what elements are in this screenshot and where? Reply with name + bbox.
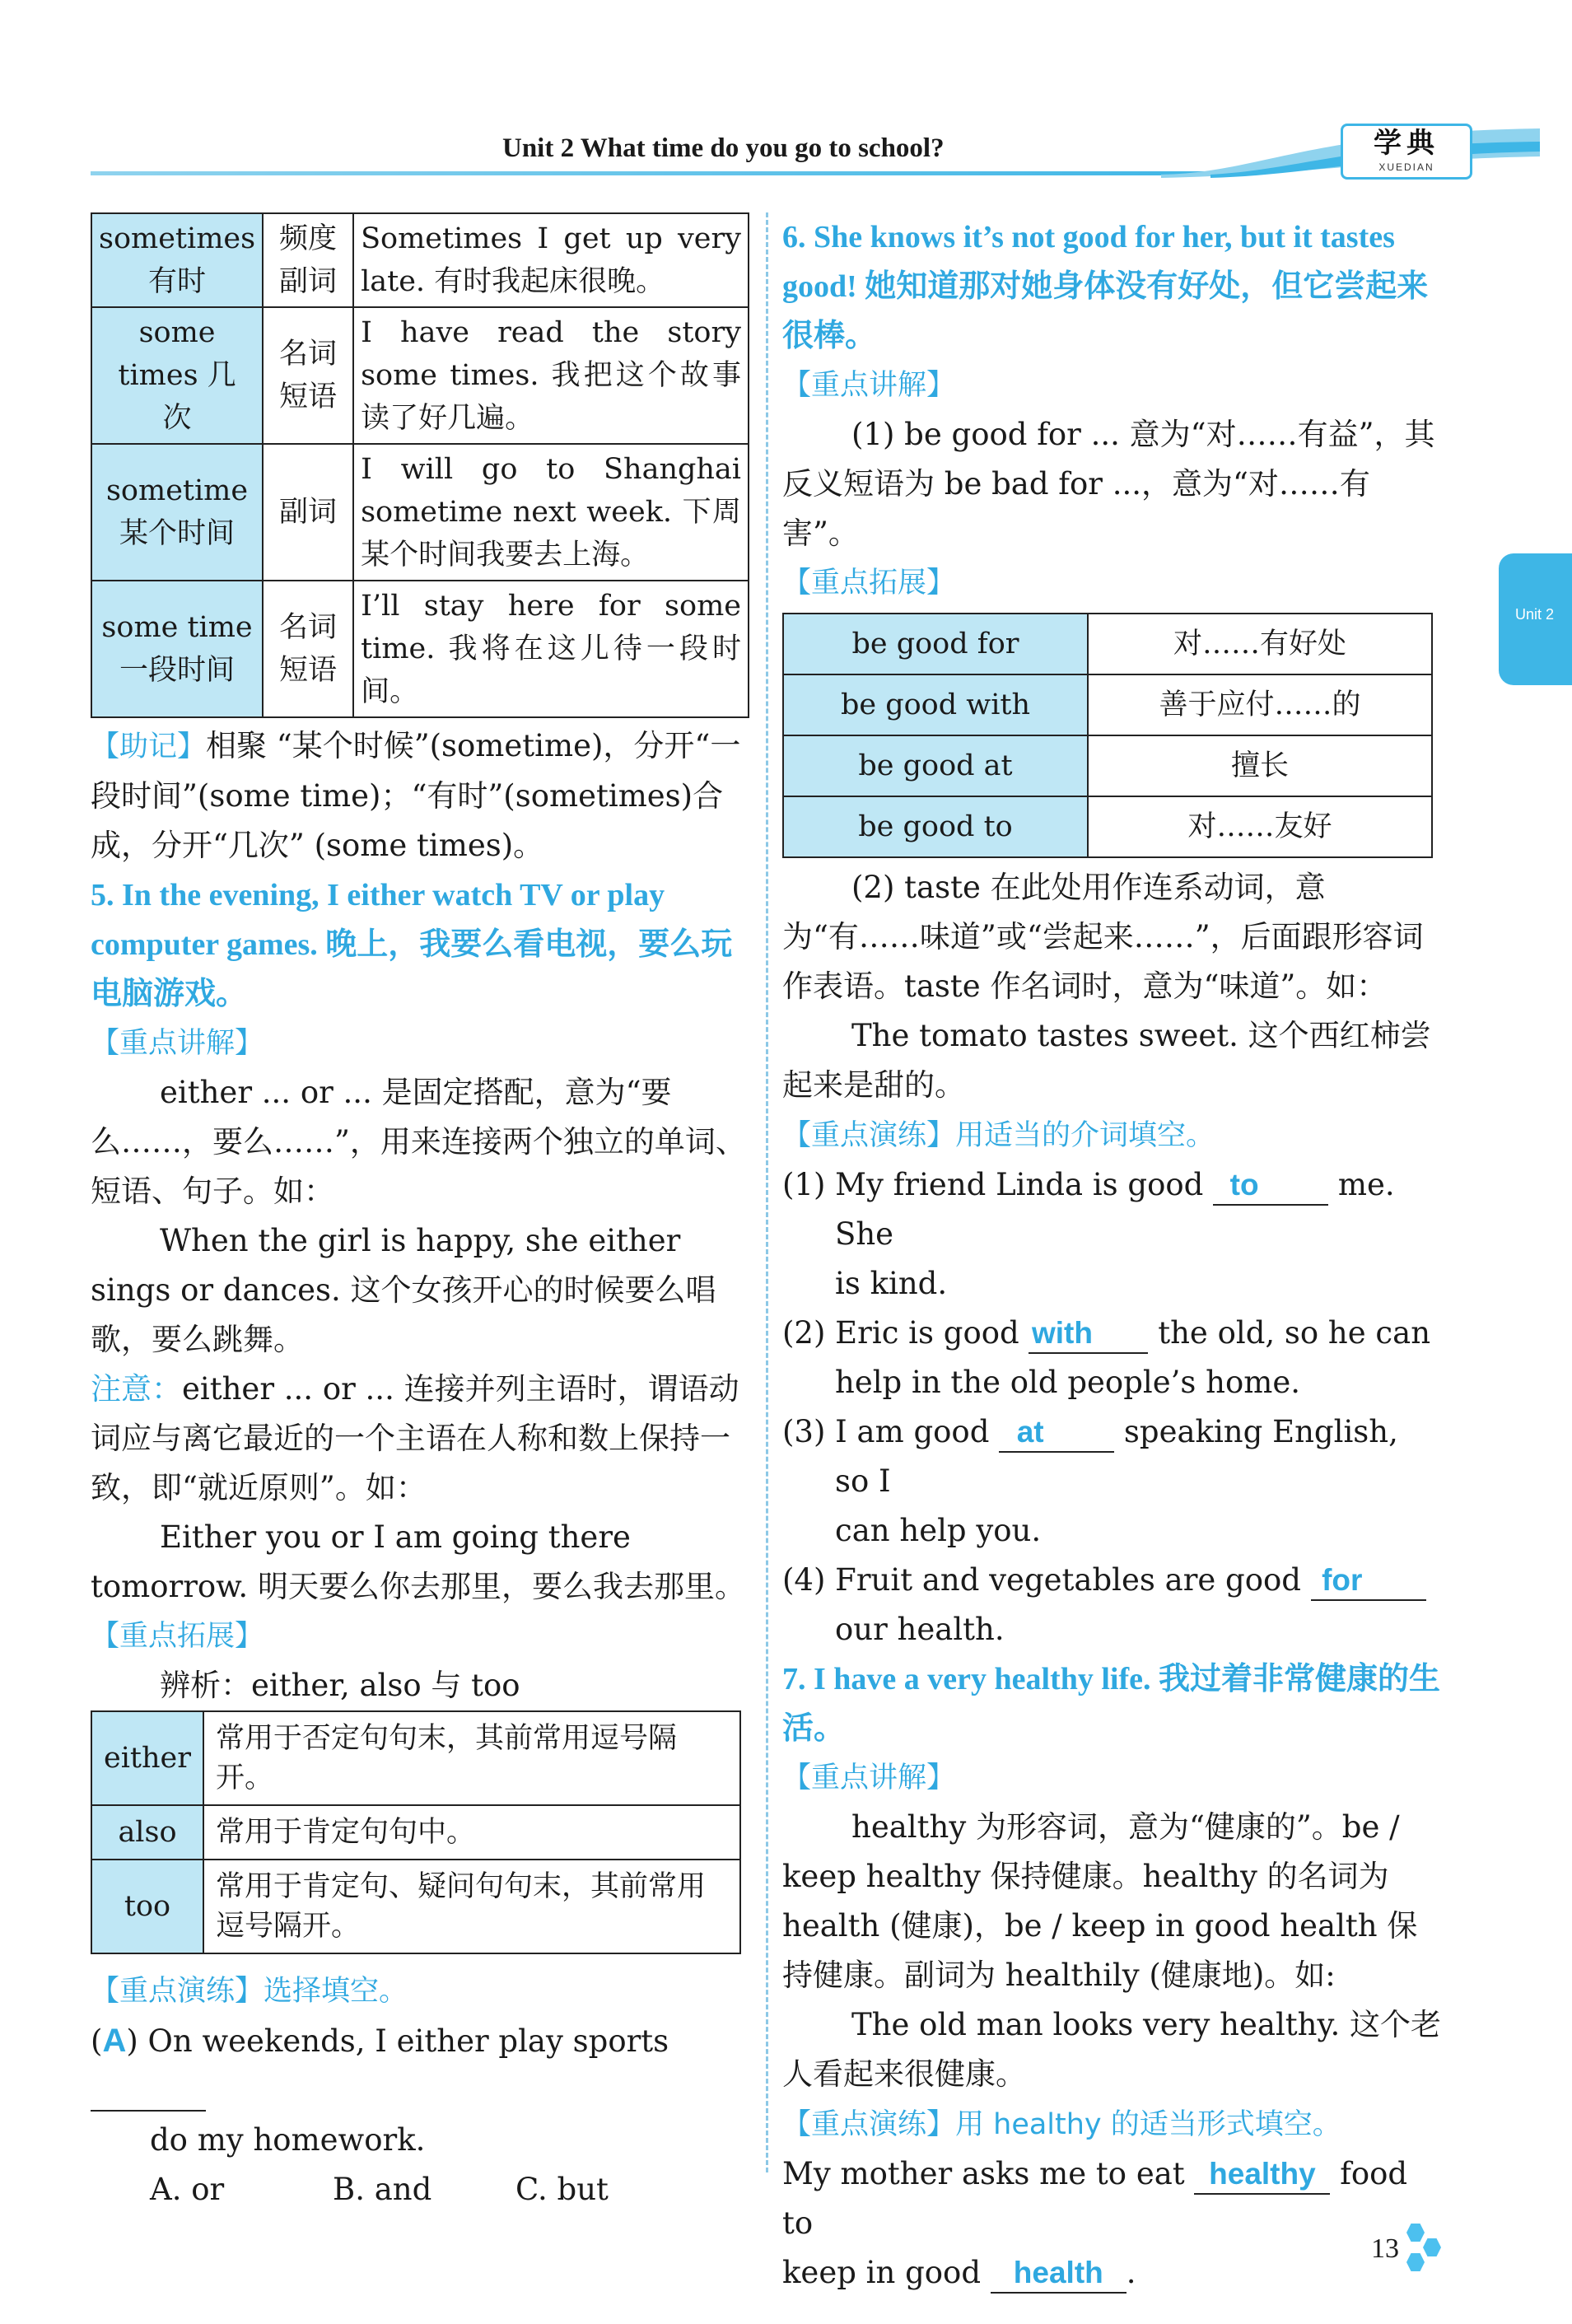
logo-chinese: 学典 <box>1374 127 1439 160</box>
meaning-cell: 对……友好 <box>1088 796 1432 857</box>
table-row <box>91 1805 740 1860</box>
memo-paragraph <box>91 721 749 870</box>
drill-tag: 【重点演练】 <box>782 2108 956 2141</box>
drill-heading <box>91 1966 749 2016</box>
desc-cell: 常用于否定句句末，其前常用逗号隔开。 <box>203 1711 740 1805</box>
word-cell: sometime 某个时间 <box>91 444 263 581</box>
choice-question: (A) On weekends, I either play sports <box>91 2016 749 2116</box>
table-row <box>91 581 749 717</box>
answer-blank[interactable]: with <box>1029 1314 1148 1354</box>
section-7-explain: healthy 为形容词，意为“健康的”。be / keep healthy 保持健康。healthy 的名词为 health (健康)，be / keep in good health 保持健康。副词为 healthily (健康地)。如: <box>782 1809 1418 1993</box>
table-row <box>91 307 749 444</box>
drill-item: (4) Fruit and vegetables are good for our health. <box>782 1556 1441 1654</box>
section-7-explain-tag: 【重点讲解】 <box>782 1762 956 1794</box>
answer-blank[interactable]: to <box>1213 1166 1328 1206</box>
phrase-cell: be good for <box>783 614 1088 674</box>
pos-cell: 副词 <box>263 444 353 581</box>
note-text: either ... or ... 连接并列主语时，谓语动词应与离它最近的一个主语在人称和数上保持一致，即“就近原则”。如： <box>91 1371 739 1505</box>
healthy-fill-sentence: My mother asks me to eat healthy food to keep in good health . <box>782 2149 1441 2298</box>
table-row <box>91 1711 740 1805</box>
memo-tag: 【助记】 <box>91 730 207 763</box>
answer-blank[interactable]: at <box>999 1413 1114 1453</box>
table-row <box>783 614 1432 674</box>
section-5-example: When the girl is happy, she either sings or dances. 这个女孩开心的时候要么唱歌，要么跳舞。 <box>91 1223 716 1357</box>
choice-options <box>91 2165 749 2214</box>
section-6-title: 6. She knows it’s not good for her, but it tastes good! 她知道那对她身体没有好处，但它尝起来很棒。 <box>782 220 1429 353</box>
answer-blank[interactable]: health <box>991 2254 1127 2294</box>
phrase-cell: be good at <box>783 735 1088 796</box>
xuedian-logo <box>1341 124 1472 180</box>
section-6-example: The tomato tastes sweet. 这个西红柿尝起来是甜的。 <box>782 1018 1431 1103</box>
table-row <box>91 1860 740 1953</box>
desc-cell: 常用于肯定句句中。 <box>203 1805 740 1860</box>
word-cell: sometimes 有时 <box>91 213 263 307</box>
meaning-cell: 善于应付……的 <box>1088 674 1432 735</box>
column-divider <box>766 212 768 2172</box>
sometimes-table <box>91 212 749 718</box>
word-cell: either <box>91 1711 203 1805</box>
drill-item: (2) Eric is good with the old, so he can help in the old people’s home. <box>782 1315 1431 1400</box>
drill-item: (1) My friend Linda is good to me. She is kind. <box>782 1167 1395 1301</box>
table-row <box>783 735 1432 796</box>
drill-text: 用适当的介词填空。 <box>955 1119 1215 1152</box>
table-row <box>91 213 749 307</box>
logo-english: XUEDIAN <box>1378 161 1434 173</box>
be-good-table <box>782 613 1433 858</box>
unit-side-tab <box>1499 553 1572 685</box>
either-also-too-table <box>91 1710 741 1954</box>
answer-blank[interactable] <box>91 2072 206 2112</box>
phrase-cell: be good with <box>783 674 1088 735</box>
right-column <box>782 212 1441 2298</box>
meaning-cell: 擅长 <box>1088 735 1432 796</box>
word-cell: also <box>91 1805 203 1860</box>
example-cell: I will go to Shanghai sometime next week. 下周某个时间我要去上海。 <box>353 444 749 581</box>
section-7-example: The old man looks very healthy. 这个老人看起来很健康。 <box>782 2007 1441 2092</box>
preposition-drill-list <box>782 1160 1441 1654</box>
section-6-explain-1: (1) be good for ... 意为“对……有益”，其反义短语为 be bad for ...，意为“对……有害”。 <box>782 417 1435 551</box>
section-6-explain-2: (2) taste 在此处用作连系动词，意为“有……味道”或“尝起来……”，后面跟形容词作表语。taste 作名词时，意为“味道”。如： <box>782 870 1424 1004</box>
section-7-title: 7. I have a very healthy life. 我过着非常健康的生活。 <box>782 1662 1441 1746</box>
answer-blank[interactable]: for <box>1311 1561 1426 1601</box>
drill-tag: 【重点演练】 <box>782 1119 956 1152</box>
page-header <box>91 124 1441 181</box>
side-tab-label: Unit 2 <box>1515 606 1555 623</box>
section-5-explain-tag: 【重点讲解】 <box>91 1027 264 1060</box>
phrase-cell: be good to <box>783 796 1088 857</box>
answer-blank[interactable]: healthy <box>1194 2155 1330 2195</box>
choice-question-text: On weekends, I either play sports <box>147 2023 669 2059</box>
choice-answer: A <box>102 2023 127 2059</box>
note-paragraph <box>91 1365 749 1513</box>
example-cell: Sometimes I get up very late. 有时我起床很晚。 <box>353 213 749 307</box>
note-example: Either you or I am going there tomorrow. 明天要么你去那里，要么我去那里。 <box>91 1519 745 1604</box>
header-rule <box>91 171 1243 175</box>
page-number: 13 <box>1371 2233 1399 2264</box>
word-cell: some time 一段时间 <box>91 581 263 717</box>
drill-item: (3) I am good at speaking English, so I can help you. <box>782 1414 1398 1548</box>
pos-cell: 频度 副词 <box>263 213 353 307</box>
meaning-cell: 对……有好处 <box>1088 614 1432 674</box>
option-c[interactable]: C. but <box>515 2172 609 2207</box>
drill-text: 用 healthy 的适当形式填空。 <box>955 2108 1341 2141</box>
section-6-extension-tag: 【重点拓展】 <box>782 567 956 600</box>
pos-cell: 名词 短语 <box>263 581 353 717</box>
section-6-explain-tag: 【重点讲解】 <box>782 369 956 402</box>
choice-question-cont: do my homework. <box>150 2122 426 2158</box>
extension-intro: 辨析：either, also 与 too <box>160 1668 520 1703</box>
memo-text: 相聚 “某个时候”(sometime)，分开“一段时间”(some time)；“有时”(sometimes)合成，分开“几次” (some times)。 <box>91 728 741 863</box>
desc-cell: 常用于肯定句、疑问句句末，其前常用逗号隔开。 <box>203 1860 740 1953</box>
drill-heading <box>782 2099 1441 2149</box>
header-title: Unit 2 What time do you go to school? <box>502 133 945 163</box>
option-b[interactable]: B. and <box>333 2172 432 2207</box>
section-5-explain: either ... or ... 是固定搭配，意为“要么……，要么……”，用来连接两个独立的单词、短语、句子。如： <box>91 1075 746 1209</box>
drill-tag: 【重点演练】 <box>91 1975 264 2008</box>
extension-tag: 【重点拓展】 <box>91 1620 264 1653</box>
drill-heading <box>782 1110 1441 1160</box>
pos-cell: 名词 短语 <box>263 307 353 444</box>
note-label: 注意： <box>91 1371 182 1407</box>
example-cell: I have read the story some times. 我把这个故事读了好几遍。 <box>353 307 749 444</box>
left-column <box>91 212 749 2214</box>
option-a[interactable]: A. or <box>150 2172 225 2207</box>
example-cell: I’ll stay here for some time. 我将在这儿待一段时间。 <box>353 581 749 717</box>
word-cell: too <box>91 1860 203 1953</box>
word-cell: some times 几 次 <box>91 307 263 444</box>
drill-text: 选择填空。 <box>264 1975 408 2008</box>
table-row <box>783 796 1432 857</box>
table-row <box>783 674 1432 735</box>
section-5-title: 5. In the evening, I either watch TV or play computer games. 晚上，我要么看电视，要么玩电脑游戏。 <box>91 878 733 1011</box>
table-row <box>91 444 749 581</box>
